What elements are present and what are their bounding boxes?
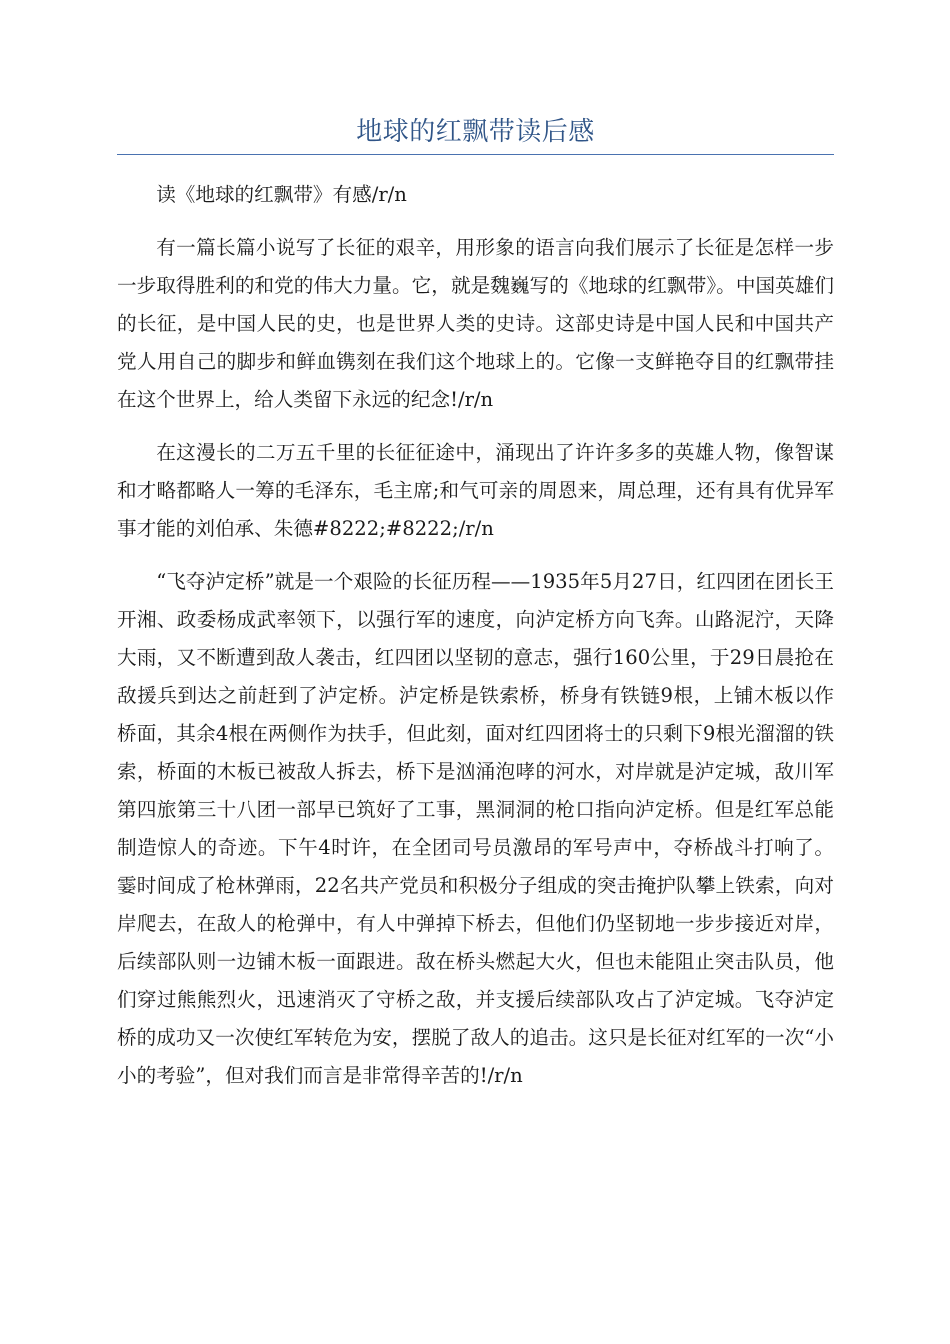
paragraph-heading-line: 读《地球的红飘带》有感/r/n [156, 183, 407, 206]
document-body [117, 176, 834, 1110]
paragraph-heroes: 在这漫长的二万五千里的长征征途中，涌现出了许许多多的英雄人物，像智谋和才略都略人一筹的毛泽东，毛主席;和气可亲的周恩来，周总理，还有具有优异军事才能的刘伯承、朱德#8222;#8222;/r/n [117, 441, 834, 540]
paragraph-intro: 有一篇长篇小说写了长征的艰辛，用形象的语言向我们展示了长征是怎样一步一步取得胜利的和党的伟大力量。它，就是魏巍写的《地球的红飘带》。中国英雄们的长征，是中国人民的史，也是世界人类的史诗。这部史诗是中国人民和中国共产党人用自己的脚步和鲜血镌刻在我们这个地球上的。它像一支鲜艳夺目的红飘带挂在这个世界上，给人类留下永远的纪念!/r/n [117, 236, 834, 411]
document-title: 地球的红飘带读后感 [356, 117, 595, 147]
paragraph-luding-bridge: “飞夺泸定桥”就是一个艰险的长征历程——1935年5月27日，红四团在团长王开湘、政委杨成武率领下，以强行军的速度，向泸定桥方向飞奔。山路泥泞，天降大雨，又不断遭到敌人袭击，红四团以坚韧的意志，强行160公里，于29日晨抢在敌援兵到达之前赶到了泸定桥。泸定桥是铁索桥，桥身有铁链9根，上铺木板以作桥面，其余4根在两侧作为扶手，但此刻，面对红四团将士的只剩下9根光溜溜的铁索，桥面的木板已被敌人拆去，桥下是汹涌泡哮的河水，对岸就是泸定城，敌川军第四旅第三十八团一部早已筑好了工事，黑洞洞的枪口指向泸定桥。但是红军总能制造惊人的奇迹。下午4时许，在全团司号员激昂的军号声中，夺桥战斗打响了。霎时间成了枪林弹雨，22名共产党员和积极分子组成的突击掩护队攀上铁索，向对岸爬去，在敌人的枪弹中，有人中弹掉下桥去，但他们仍坚韧地一步步接近对岸，后续部队则一边铺木板一面跟进。敌在桥头燃起大火，但也未能阻止突击队员，他们穿过熊熊烈火，迅速消灭了守桥之敌，并支援后续部队攻占了泸定城。飞夺泸定桥的成功又一次使红军转危为安，摆脱了敌人的追击。这只是长征对红军的一次“小小的考验”，但对我们而言是非常得辛苦的!/r/n [117, 570, 834, 1087]
title-underline-divider [117, 154, 834, 155]
